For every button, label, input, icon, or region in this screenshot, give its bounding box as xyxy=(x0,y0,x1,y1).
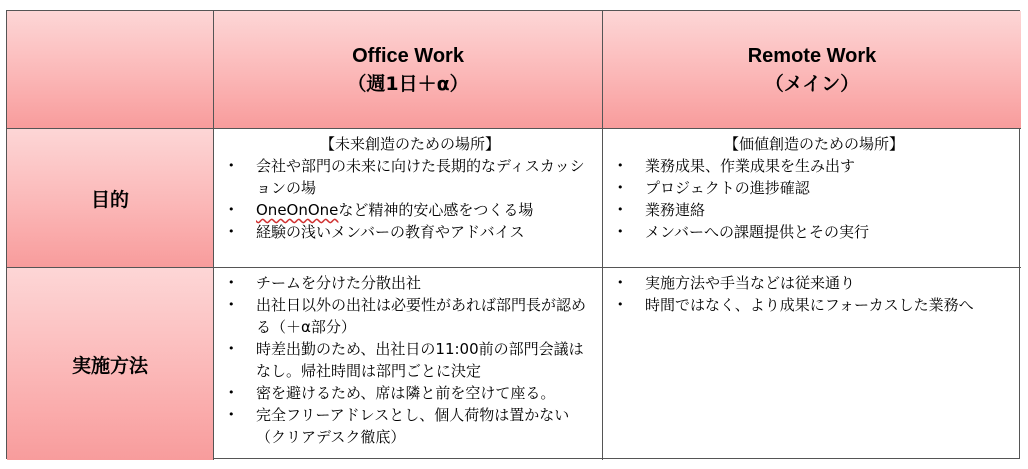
list-item: • 時差出勤のため、出社日の11:00前の部門会議はなし。帰社時間は部門ごとに決定 xyxy=(224,338,596,382)
list-item: • 業務連絡 xyxy=(613,199,1015,221)
office-purpose-cell xyxy=(214,129,603,268)
list-item: • メンバーへの課題提供とその実行 xyxy=(613,221,1015,243)
list-item: • 完全フリーアドレスとし、個人荷物は置かない（クリアデスク徹底） xyxy=(224,404,596,448)
list-item xyxy=(224,199,596,221)
remote-purpose-cell xyxy=(603,129,1021,268)
list-item: • チームを分けた分散出社 xyxy=(224,272,596,294)
office-purpose-list xyxy=(224,155,596,243)
list-item: • 時間ではなく、より成果にフォーカスした業務へ xyxy=(613,294,1015,316)
office-purpose-heading: 【未来創造のための場所】 xyxy=(319,135,500,153)
list-item: • 業務成果、作業成果を生み出す xyxy=(613,155,1015,177)
office-work-title: Office Work xyxy=(352,44,464,67)
list-item: • 出社日以外の出社は必要性があれば部門長が認める（＋α部分） xyxy=(224,294,596,338)
oneonone-text: OneOnOne xyxy=(256,201,339,219)
list-item: • 経験の浅いメンバーの教育やアドバイス xyxy=(224,221,596,243)
office-method-list xyxy=(224,272,596,448)
remote-purpose-list xyxy=(613,155,1015,243)
list-item: • 会社や部門の未来に向けた長期的なディスカッションの場 xyxy=(224,155,596,199)
list-item: • 密を避けるため、席は隣と前を空けて座る。 xyxy=(224,382,596,404)
office-method-cell xyxy=(214,268,603,460)
oneonone-rest: など精神的安心感をつくる場 xyxy=(338,201,534,219)
list-item: • プロジェクトの進捗確認 xyxy=(613,177,1015,199)
office-work-subtitle: （週1日＋α） xyxy=(347,72,469,95)
corner-header-cell xyxy=(7,11,214,129)
remote-work-header xyxy=(603,11,1021,129)
remote-purpose-heading: 【価値創造のための場所】 xyxy=(723,135,904,153)
remote-method-cell xyxy=(603,268,1021,460)
row-label-method: 実施方法 xyxy=(7,268,214,460)
list-item: • 実施方法や手当などは従来通り xyxy=(613,272,1015,294)
row-label-purpose: 目的 xyxy=(7,129,214,268)
comparison-table xyxy=(6,10,1020,459)
remote-work-title: Remote Work xyxy=(747,44,877,67)
remote-method-list xyxy=(613,272,1015,316)
office-work-header xyxy=(214,11,603,129)
remote-work-subtitle: （メイン） xyxy=(764,72,860,95)
